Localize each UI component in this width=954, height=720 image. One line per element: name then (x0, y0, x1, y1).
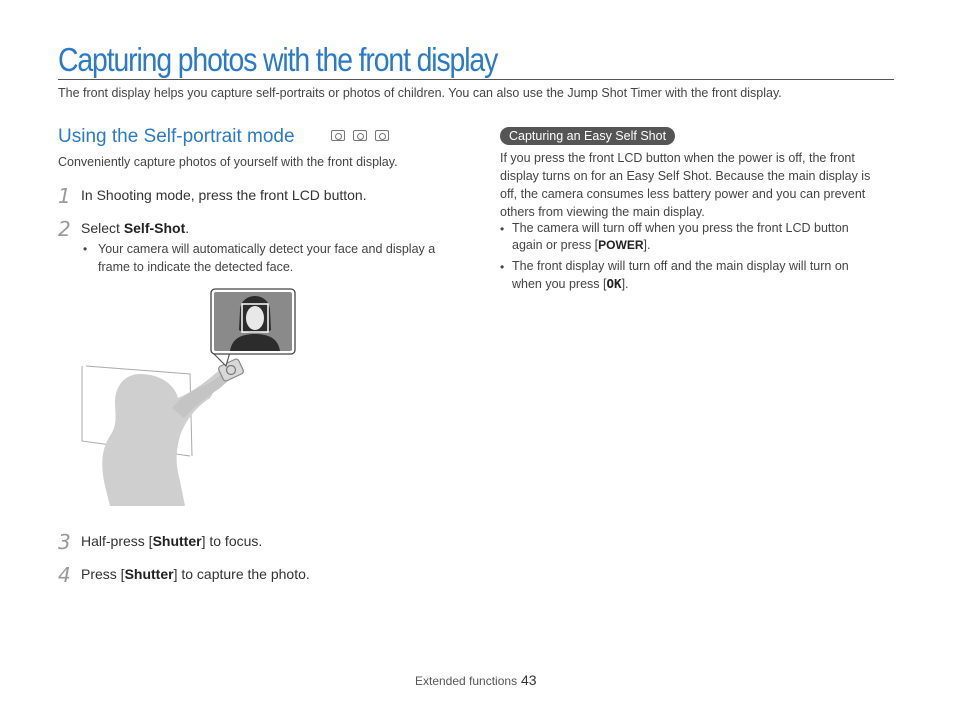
bullet-text: Your camera will automatically detect your face and display a frame to indicate the detected face. (98, 242, 436, 274)
mode-icons (331, 130, 389, 141)
section-heading: Using the Self-portrait mode (58, 126, 295, 147)
step-number: 4 (58, 563, 71, 587)
step-number: 1 (58, 184, 71, 208)
section-description: Conveniently capture photos of yourself with the front display. (58, 155, 398, 169)
bullet-text: The front display will turn off and the main display will turn on when you press [OK]. (512, 259, 849, 291)
title-divider (58, 79, 894, 80)
step-number: 2 (58, 217, 71, 241)
step-text: Half-press [Shutter] to focus. (81, 533, 263, 549)
easy-self-shot-label: Capturing an Easy Self Shot (500, 127, 675, 145)
ok-key-icon: OK (606, 276, 622, 291)
shutter-key: Shutter (124, 566, 174, 582)
page-number: 43 (521, 672, 537, 688)
bullet-dot: • (83, 242, 88, 256)
step-text: In Shooting mode, press the front LCD button. (81, 187, 367, 203)
self-portrait-illustration (80, 286, 300, 508)
power-key: POWER (598, 238, 644, 252)
easy-self-shot-paragraph: If you press the front LCD button when the power is off, the front display turns on for an Easy Self Shot. Because the main display is off, the camera consumes less battery power and you can prevent others from viewing the main display. (500, 151, 871, 219)
smart-auto-mode-icon (331, 130, 345, 141)
footer-section-label: Extended functions (415, 674, 518, 688)
step-text: Select Self-Shot. (81, 220, 190, 236)
bullet-dot: • (500, 260, 505, 274)
bullet-dot: • (500, 222, 505, 236)
menu-option-self-shot: Self-Shot (123, 220, 186, 236)
program-mode-icon (353, 130, 367, 141)
scene-mode-icon (375, 130, 389, 141)
page-title: Capturing photos with the front display (58, 41, 498, 78)
bullet-text: The camera will turn off when you press the front LCD button again or press [POWER]. (512, 221, 849, 252)
step-number: 3 (58, 530, 71, 554)
step-text: Press [Shutter] to capture the photo. (81, 566, 310, 582)
intro-text: The front display helps you capture self-portraits or photos of children. You can also use the Jump Shot Timer with the front display. (58, 86, 782, 100)
shutter-key: Shutter (152, 533, 202, 549)
